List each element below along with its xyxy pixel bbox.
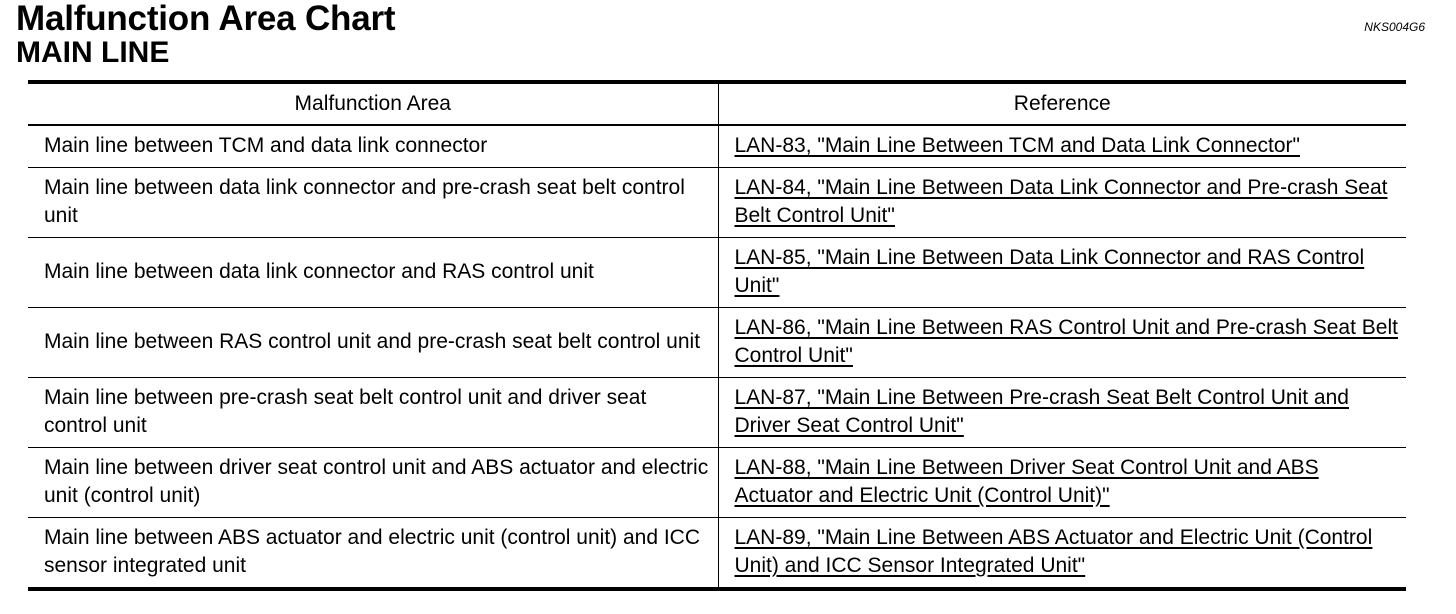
malfunction-area-table <box>28 80 1406 591</box>
reference-link[interactable]: LAN-85, "Main Line Between Data Link Connector and RAS Control Unit" <box>734 245 1365 297</box>
table-row <box>28 238 1406 308</box>
malfunction-area-cell: Main line between RAS control unit and pre-crash seat belt control unit <box>28 308 718 378</box>
column-header-reference: Reference <box>718 82 1406 125</box>
malfunction-area-cell: Main line between data link connector and RAS control unit <box>28 238 718 308</box>
table-header-row <box>28 82 1406 125</box>
malfunction-area-cell: Main line between driver seat control unit and ABS actuator and electric unit (control unit) <box>28 448 718 518</box>
document-code: NKS004G6 <box>1364 20 1425 34</box>
reference-link[interactable]: LAN-86, "Main Line Between RAS Control Unit and Pre-crash Seat Belt Control Unit" <box>734 315 1398 367</box>
reference-link[interactable]: LAN-84, "Main Line Between Data Link Connector and Pre-crash Seat Belt Control Unit" <box>734 175 1388 227</box>
table-row <box>28 448 1406 518</box>
reference-link[interactable]: LAN-88, "Main Line Between Driver Seat Control Unit and ABS Actuator and Electric Unit (Control Unit)" <box>734 455 1319 507</box>
table-row <box>28 378 1406 448</box>
table-row <box>28 125 1406 168</box>
column-header-malfunction-area: Malfunction Area <box>28 82 718 125</box>
table-row <box>28 518 1406 590</box>
reference-link[interactable]: LAN-83, "Main Line Between TCM and Data Link Connector" <box>734 133 1300 157</box>
reference-link[interactable]: LAN-89, "Main Line Between ABS Actuator and Electric Unit (Control Unit) and ICC Sensor Integrated Unit" <box>734 525 1373 577</box>
table-row <box>28 168 1406 238</box>
malfunction-area-cell: Main line between data link connector and pre-crash seat belt control unit <box>28 168 718 238</box>
malfunction-area-cell: Main line between ABS actuator and electric unit (control unit) and ICC sensor integrated unit <box>28 518 718 590</box>
malfunction-area-cell: Main line between TCM and data link connector <box>28 125 718 168</box>
section-subtitle: MAIN LINE <box>16 36 170 69</box>
table-row <box>28 308 1406 378</box>
malfunction-area-cell: Main line between pre-crash seat belt control unit and driver seat control unit <box>28 378 718 448</box>
page-title: Malfunction Area Chart <box>16 0 396 38</box>
reference-link[interactable]: LAN-87, "Main Line Between Pre-crash Seat Belt Control Unit and Driver Seat Control Unit" <box>734 385 1349 437</box>
